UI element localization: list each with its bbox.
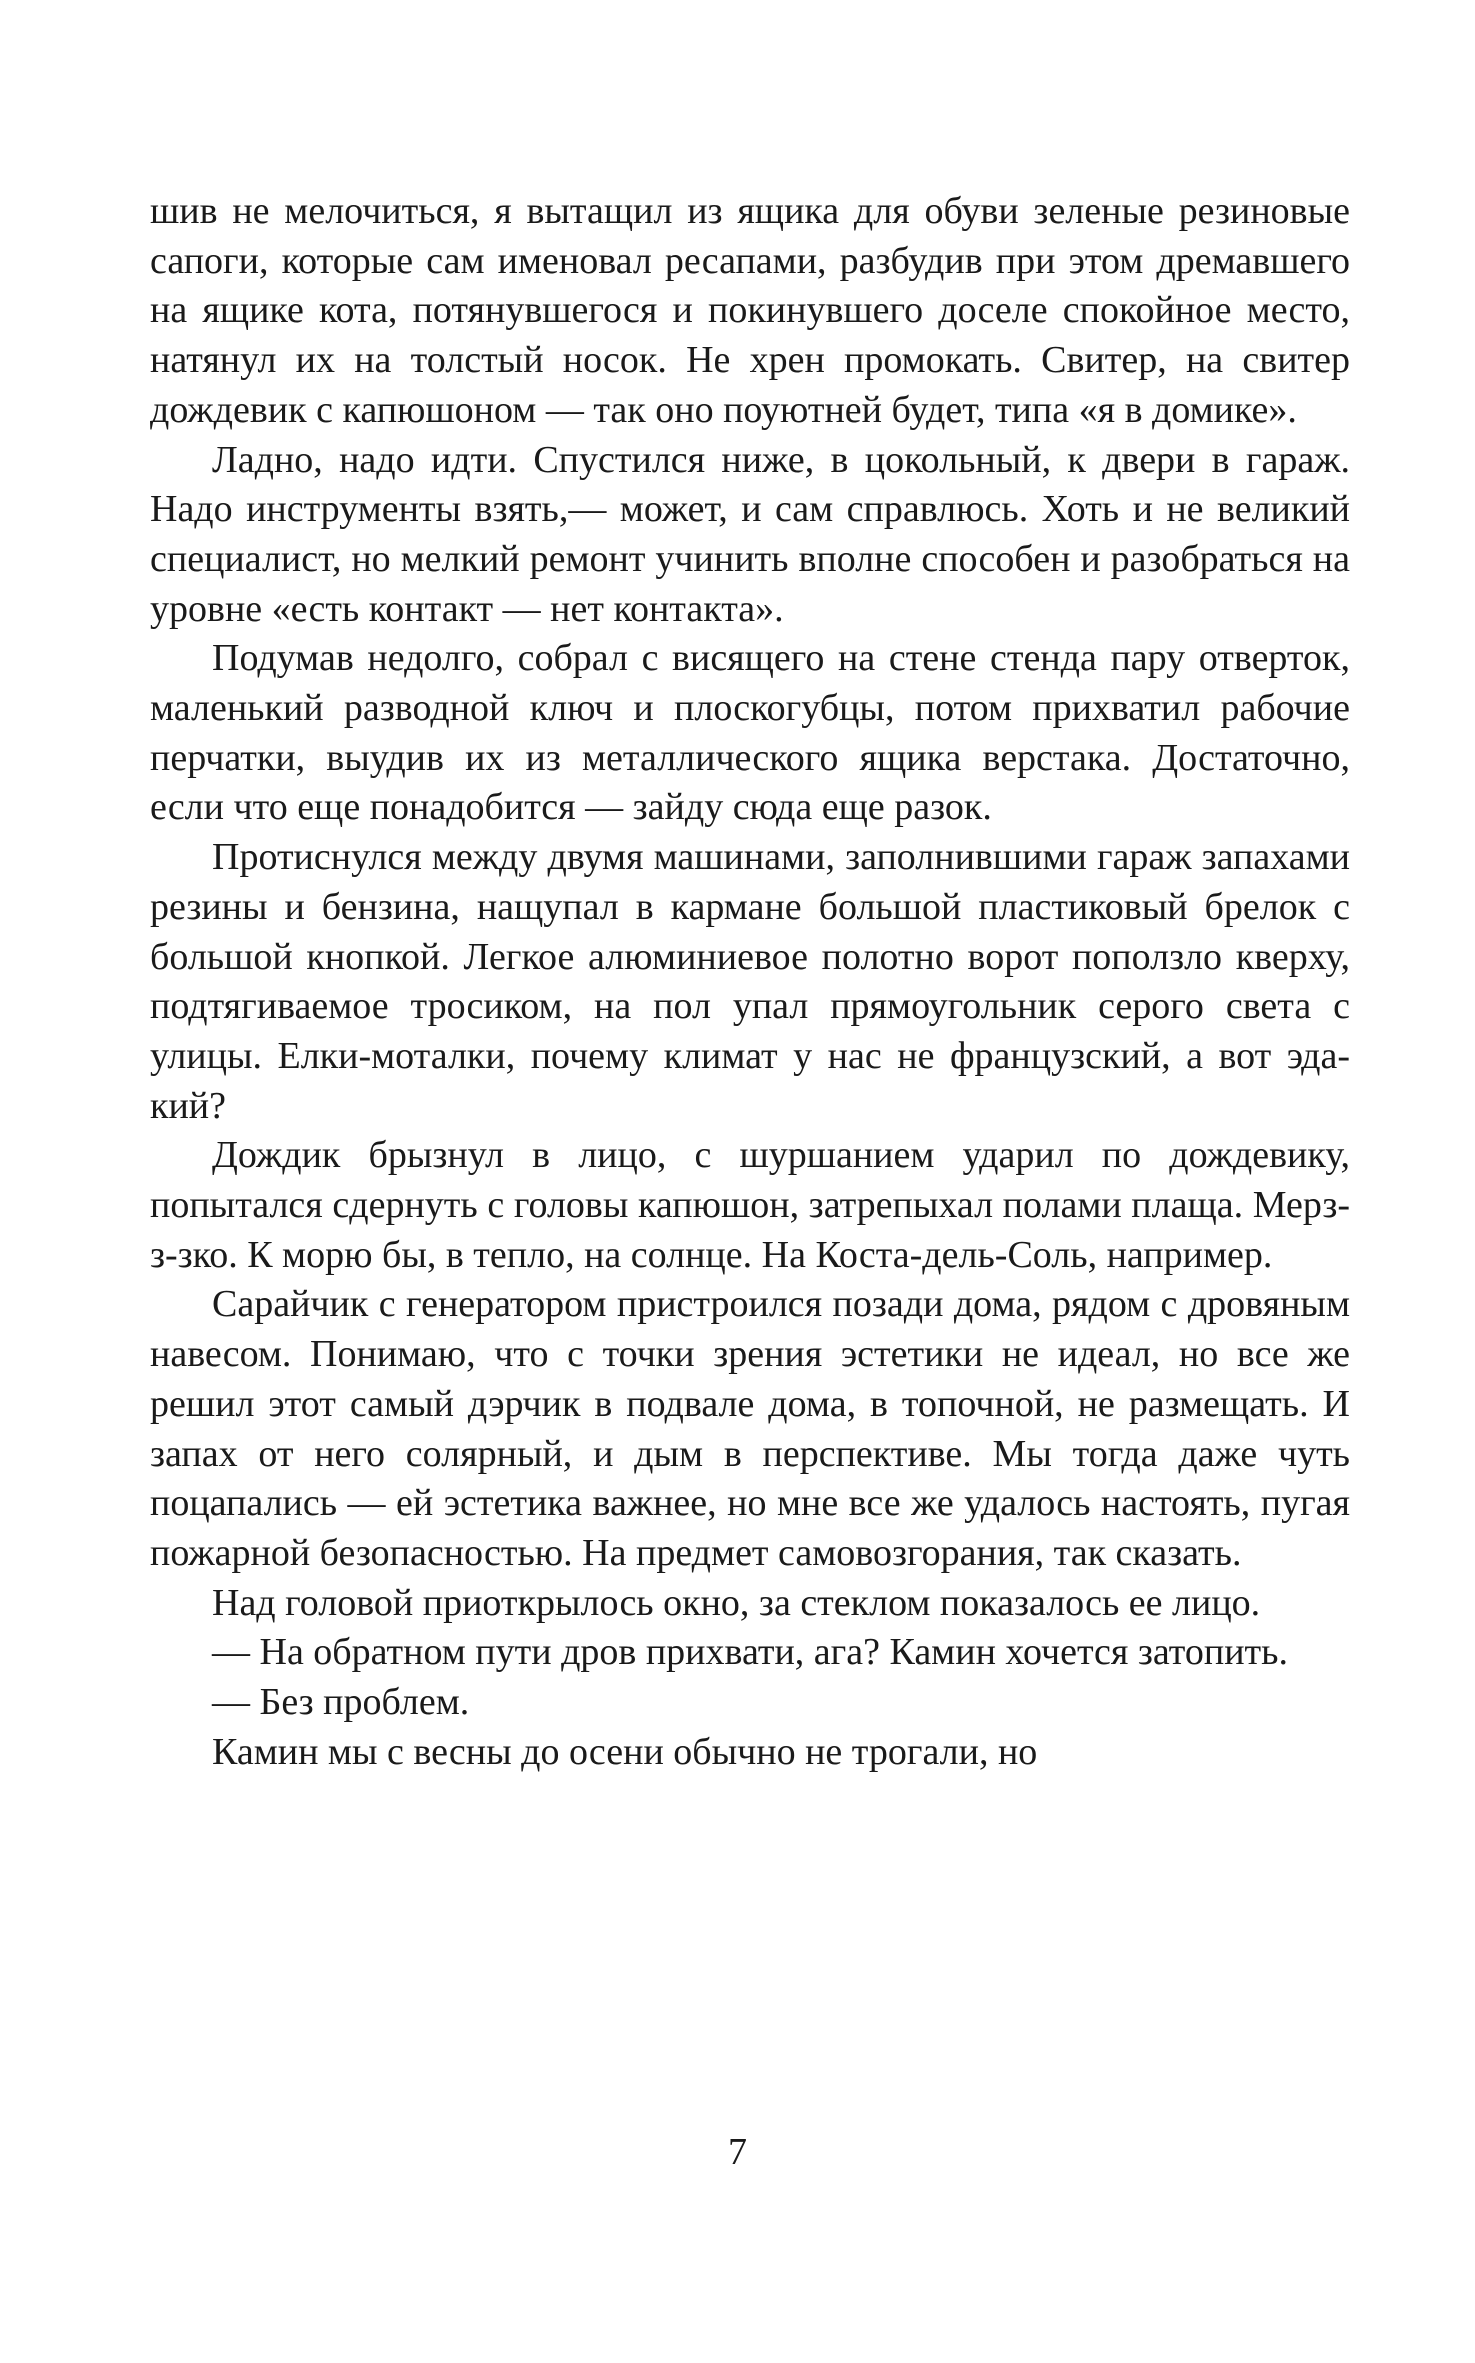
- paragraph-3: Подумав недолго, собрал с висящего на стене стенда пару отверток, маленький разводной ключ и плоскогубцы, потом прихватил рабочие перчатки, выудив их из металлического ящика верстака. Достаточно, если что еще понадобится — зайду сюда еще разок.: [150, 637, 1350, 829]
- paragraph-2: Ладно, надо идти. Спустился ниже, в цокольный, к двери в гараж. Надо инструменты взять,— может, и сам справлюсь. Хоть и не великий специалист, но мелкий ремонт учинить вполне способен и разобраться на уровне «есть контакт — нет контакта».: [150, 438, 1350, 630]
- body-text: [150, 187, 1350, 1778]
- paragraph-5: Дождик брызнул в лицо, с шуршанием ударил по дождевику, попытался сдернуть с головы капюшон, затрепыхал полами плаща. Мерз-з-зко. К морю бы, в тепло, на солнце. На Коста-дель-Соль, например.: [150, 1134, 1350, 1276]
- dialogue-line-1: — На обратном пути дров прихвати, ага? Камин хочется затопить.: [212, 1631, 1288, 1674]
- paragraph-7: Над головой приоткрылось окно, за стеклом показалось ее лицо.: [212, 1581, 1261, 1624]
- page-number: 7: [728, 2131, 747, 2173]
- paragraph-6: Сарайчик с генератором пристроился позади дома, рядом с дровяным навесом. Понимаю, что с точки зрения эстетики не идеал, но все же решил этот самый дэрчик в подвале дома, в топочной, не размещать. И запах от него солярный, и дым в перспективе. Мы тогда даже чуть поцапались — ей эстетика важнее, но мне все же удалось настоять, пугая пожарной безопасностью. На предмет самовозгорания, так сказать.: [150, 1283, 1350, 1574]
- dialogue-line-2: — Без проблем.: [212, 1681, 470, 1724]
- paragraph-1: шив не мелочиться, я вытащил из ящика для обуви зеленые резиновые сапоги, которые сам именовал ресапами, разбудив при этом дремавшего на ящике кота, потянувшегося и покинувшего доселе спокойное место, натянул их на толстый носок. Не хрен промокать. Свитер, на свитер дождевик с капюшоном — так оно поуютней будет, типа «я в домике».: [150, 190, 1350, 431]
- paragraph-last: Камин мы с весны до осени обычно не трогали, но: [212, 1730, 1038, 1773]
- paragraph-4: Протиснулся между двумя машинами, заполнившими гараж запахами резины и бензина, нащупал в кармане большой пластиковый брелок с большой кнопкой. Легкое алюминиевое полотно ворот поползло кверху, подтягиваемое тросиком, на пол упал прямоугольник серого света с улицы. Елки-моталки, почему климат у нас не французский, а вот эдакий?: [150, 836, 1350, 1127]
